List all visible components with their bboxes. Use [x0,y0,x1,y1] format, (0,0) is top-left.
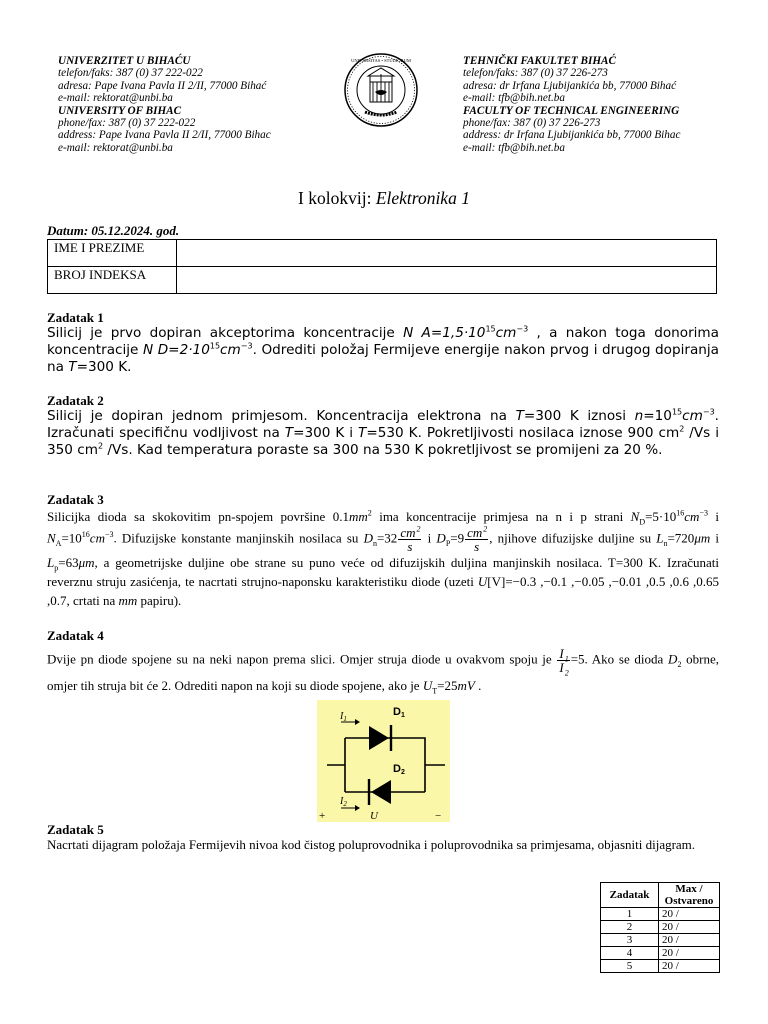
student-info-table [47,239,717,294]
t2-text-g: /Vs i 350 cm [47,425,719,458]
task-1-heading: Zadatak 1 [47,310,104,325]
university-email-en: e-mail: rektorat@unbi.ba [58,141,173,154]
task-3 [47,492,719,610]
score-value[interactable]: 20 / [659,947,720,960]
t3-lp-sub: p [54,563,59,573]
task-5-heading: Zadatak 5 [47,822,104,837]
label-i1: $I_1$ [340,711,347,723]
t3-mm: mm [118,593,138,608]
name-field[interactable] [177,240,717,267]
t3-na: N [47,530,56,546]
t2-n: n [634,408,644,424]
table-row [601,960,720,973]
t3-text-e: i [422,530,437,546]
t3-dp-sub: P [445,539,451,549]
t3-u: U [477,574,488,589]
page-title [0,188,768,209]
t4-mv: mV [457,678,475,693]
t1-na-unit-exp: −3 [516,324,529,334]
task-1 [47,310,719,376]
t3-ln-sub: n [663,539,668,549]
faculty-address-en: address: dr Irfana Ljubijankića bb, 77000 Bihac [463,129,681,142]
university-seal-icon [343,52,419,128]
faculty-phone-en: phone/fax: 387 (0) 37 226-273 [463,117,601,130]
t2-text-f: =530 K. Pokretljivosti nosilaca iznose 900 cm [366,425,680,441]
diode-circuit-diagram [317,700,450,822]
t1-nd-exp: 15 [209,341,221,351]
t1-na-unit: cm [495,325,517,341]
faculty-address-bs: adresa: dr Irfana Ljubijankića bb, 77000 Bihać [463,79,677,92]
t3-lp-val: =63 [58,555,79,570]
t4-ut-val: =25 [437,678,458,693]
t3-frac-den: s [407,539,413,554]
t3-na-val: =10 [61,530,82,546]
t4-i1-sub: 1 [564,654,569,664]
label-u: U [370,810,378,822]
t3-dn-sub: n [372,539,377,549]
t3-text-j: papiru). [137,593,182,608]
t3-dp: D [436,530,446,546]
task-4 [47,628,719,698]
t1-nd: N D=2·10 [142,342,210,358]
score-value[interactable]: 20 / [659,921,720,934]
t2-t2: T [284,425,294,441]
university-phone-en: phone/fax: 387 (0) 37 222-022 [58,117,196,130]
score-col-points: Max / Ostvareno [659,883,720,908]
t3-u-vals: =−0.3 ,−0.1 ,−0.05 ,−0.01 ,0.5 ,0.6 ,0.65 ,0.7 [47,574,719,608]
t3-text-d: . Difuzijske konstante manjinskih nosilaca su [113,530,364,546]
label-d1: D1 [393,706,405,719]
task-3-text [47,507,719,610]
t2-t1: T [515,408,524,424]
score-value[interactable]: 20 / [659,960,720,973]
t2-text-e: =300 K i [293,425,359,441]
t3-um: μm [694,530,711,546]
t3-frac-num-2: cm [467,525,483,540]
task-5 [47,822,719,853]
t2-t3: T [358,425,367,441]
t2-text-a: Silicij je dopiran jednom primjesom. Koncentracija elektrona na [47,408,516,424]
t1-text-b: , a nakon toga donorima koncentracije [47,325,720,358]
t1-text-a: Silicij je prvo dopiran akceptorima koncentracije [47,325,404,341]
t3-frac-den-2: s [474,539,480,554]
table-row [601,934,720,947]
task-1-text [47,325,719,376]
t3-frac-exp: 2 [416,524,421,534]
t3-na-unit-exp: −3 [104,530,114,540]
label-i2: $I_2$ [340,796,347,808]
task-4-heading: Zadatak 4 [47,628,104,643]
header-right [463,55,743,154]
university-name-en: UNIVERSITY OF BIHAC [58,104,182,117]
t1-nd-unit-exp: −3 [240,341,253,351]
seal-lettering: UNIVERSITAS • STUDIORUM [351,58,411,63]
index-field[interactable] [177,267,717,294]
score-task: 3 [601,934,659,947]
t4-text-a: Dvije pn diode spojene su na neki napon prema slici. Omjer struja diode u ovakvom spoju je [47,651,557,667]
table-row [601,921,720,934]
t3-uv: [V] [487,574,506,589]
t1-na: N A=1,5·10 [403,325,486,341]
title-subject: Elektronika 1 [375,188,470,208]
exam-date: Datum: 05.12.2024. god. [47,223,180,238]
t2-text-c: =10 [643,408,672,424]
t3-nd: N [630,509,640,524]
university-name-bs: UNIVERZITET U BIHAĆU [58,55,191,67]
task-2 [47,393,719,459]
t3-lp: L [47,555,55,570]
t4-ut-sub: T [432,686,438,696]
t4-ut: U [422,678,433,693]
score-value[interactable]: 20 / [659,908,720,921]
t2-n-exp: 15 [671,407,683,417]
t3-ln: L [656,530,664,546]
label-d2: D2 [393,763,405,776]
t3-na-unit: cm [89,530,105,546]
t1-na-exp: 15 [485,324,496,334]
label-plus: + [319,810,326,822]
score-value[interactable]: 20 / [659,934,720,947]
t3-nd-sub: D [639,517,646,527]
t3-ln-val: =720 [667,530,695,546]
t3-text-i: , crtati na [66,593,119,608]
faculty-phone-bs: telefon/faks: 387 (0) 37 226-273 [463,67,608,80]
t4-i2-sub: 2 [564,668,569,678]
label-minus: − [435,810,442,822]
faculty-email-en: e-mail: tfb@bih.net.ba [463,141,565,154]
name-label: IME I PREZIME [48,240,177,267]
t3-area: 0.1 [332,509,349,524]
score-task: 2 [601,921,659,934]
t3-area-unit: mm [349,509,368,524]
task-5-text: Nacrtati dijagram položaja Fermijevih nivoa kod čistog poluprovodnika i poluprovodnika sa primjesama, objasniti dijagram. [47,837,696,852]
table-row [601,908,720,921]
t4-i2: I [559,660,564,675]
table-row [601,947,720,960]
t3-dp-fraction [465,526,488,553]
t3-text-g: i [710,530,720,546]
t3-nd-unit: cm [684,509,700,524]
task-3-heading: Zadatak 3 [47,492,104,507]
t2-text-d: . Izračunati specifičnu vodljivost na [47,408,719,441]
t4-i1: I [559,646,564,661]
t3-frac-exp-2: 2 [483,524,488,534]
header-left [58,55,328,154]
title-prefix: I kolokvij: [298,188,376,208]
t2-sup2: 2 [97,441,104,451]
t3-text-c: i [707,509,719,524]
university-email-bs: e-mail: rektorat@unbi.ba [58,92,173,105]
t3-na-sub: A [55,539,62,549]
t3-text-f: , njihove difuzijske duljine su [489,530,657,546]
t1-nd-unit: cm [220,342,241,358]
t3-dn-fraction [398,526,421,553]
score-table [600,882,720,973]
t3-dn-val: =32 [376,530,398,546]
score-task: 4 [601,947,659,960]
university-address-bs: adresa: Pape Ivana Pavla II 2/II, 77000 Bihać [58,79,267,92]
t2-text-b: =300 K iznosi [523,408,635,424]
task-2-heading: Zadatak 2 [47,393,104,408]
t4-d2: D [668,651,678,667]
task-2-text [47,408,719,459]
faculty-name-en: FACULTY OF TECHNICAL ENGINEERING [463,104,680,117]
t3-nd-unit-exp: −3 [699,508,708,518]
university-phone-bs: telefon/faks: 387 (0) 37 222-022 [58,67,203,80]
t1-text-d: =300 K. [76,359,132,375]
t3-frac-num: cm [400,525,416,540]
t3-text-a: Silicijka dioda sa skokovitim pn-spojem površine [47,509,333,524]
task-4-text [47,647,719,698]
t3-dn: D [363,530,373,546]
t3-um-2: μm [78,555,95,570]
t4-text-b: =5. Ako se dioda [570,651,669,667]
t3-nd-exp: 16 [676,508,685,518]
faculty-email-bs: e-mail: tfb@bih.net.ba [463,92,565,105]
t4-text-c: obrne, omjer tih struja bit će 2. Odrediti napon na koji su diode spojene, ako je [47,651,719,693]
t3-text-h: , a geometrijske duljine obe strane su puno veće od difuzijskih duljina manjinskih nosilaca. T=300 K. Izračunati reverznu struju zasićenja, te nacrtati strujno-naponsku karakteristiku diode (uzeti [47,555,719,589]
t3-area-exp: 2 [367,508,372,518]
t4-d2-sub: 2 [677,660,682,670]
t1-text-c: . Odrediti položaj Fermijeve energije nakon prvog i drugog dopiranja na [47,342,720,375]
university-address-en: address: Pape Ivana Pavla II 2/II, 77000 Bihac [58,129,271,142]
t2-unit: cm [682,408,703,424]
t4-current-ratio [557,646,569,678]
t2-unit-exp: −3 [702,407,715,417]
t2-sup1: 2 [679,424,685,434]
score-task: 5 [601,960,659,973]
index-label: BROJ INDEKSA [48,267,177,294]
t3-dp-val: =9 [450,530,465,546]
faculty-name-bs: TEHNIČKI FAKULTET BIHAĆ [463,55,616,67]
score-col-task: Zadatak [601,883,659,908]
t3-nd-val: =5·10 [645,509,677,524]
circuit-background [317,700,450,822]
t3-na-exp: 16 [81,530,90,540]
t3-text-b: ima koncentracije primjesa na n i p strani [371,509,631,524]
t1-t: T [68,359,77,375]
t2-text-h: /Vs. Kad temperatura poraste sa 300 na 530 K pokretljivost se promijeni za 20 %. [103,442,663,458]
score-task: 1 [601,908,659,921]
t4-text-d: . [474,678,482,693]
